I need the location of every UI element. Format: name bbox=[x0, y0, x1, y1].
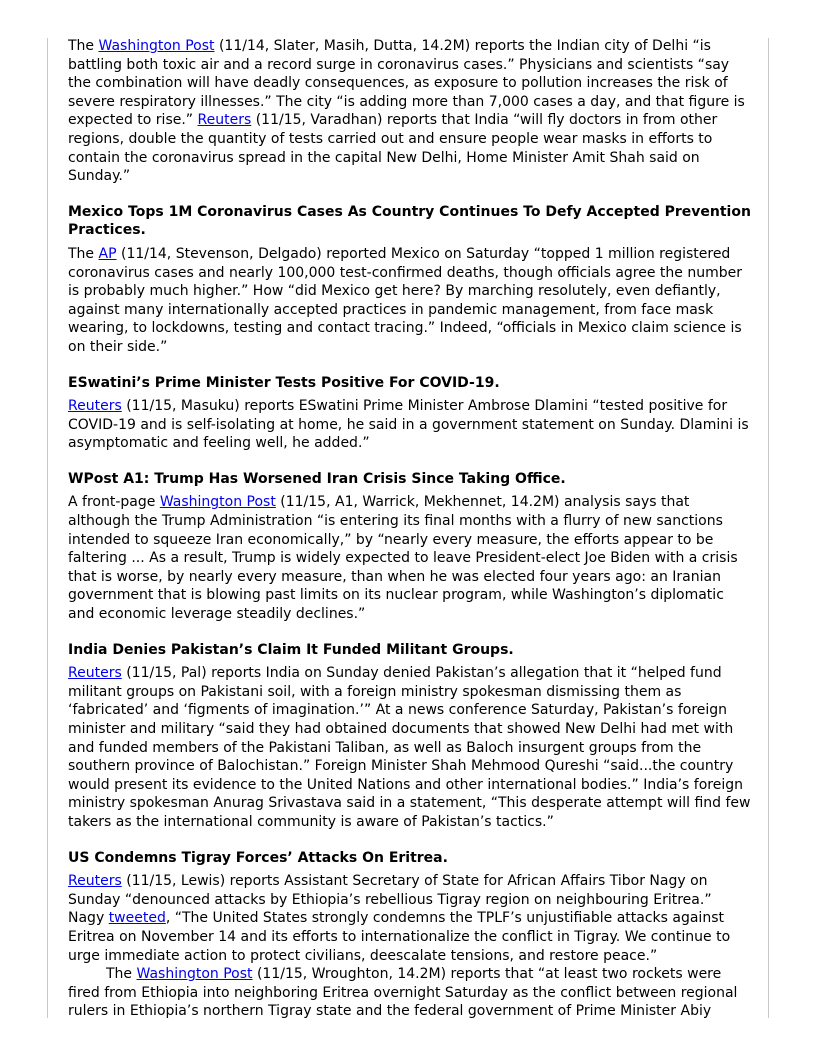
news-briefing-body bbox=[68, 37, 752, 1021]
article-headline: ESwatini’s Prime Minister Tests Positive For COVID-19. bbox=[68, 374, 500, 391]
body-text: (11/15, Pal) reports India on Sunday denied Pakistan’s allegation that it “helped fund militant groups on Pakistani soil, with a foreign ministry spokesman dismissing them as ‘fabricated’ and ‘figments of imagination.’” At a news conference Saturday, Pakistan’s foreign minister and military “said they had obtained documents that showed New Delhi had met with and funded members of the Pakistani Taliban, as well as Baloch insurgent groups from the southern province of Balochistan.” Foreign Minister Shah Mehmood Qureshi “said...the country would present its evidence to the United Nations and other international bodies.” India’s foreign ministry spokesman Anurag Srivastava said in a statement, “This desperate attempt will find few takers as the international community is aware of Pakistan’s tactics.” bbox=[68, 665, 751, 830]
body-text: (11/14, Slater, Masih, Dutta, 14.2M) reports the Indian city of Delhi “is battling both toxic air and a record surge in coronavirus cases.” Physicians and scientists “say the combination will have deadly consequences, as exposure to pollution increases the risk of severe respiratory illnesses.” The city “is adding more than 7,000 cases a day, and that figure is expected to rise.” bbox=[68, 38, 745, 129]
source-link[interactable]: Reuters bbox=[68, 398, 122, 415]
article-paragraph bbox=[68, 872, 752, 965]
body-text: (11/14, Stevenson, Delgado) reported Mexico on Saturday “topped 1 million registered coronavirus cases and nearly 100,000 test-confirmed deaths, though officials agree the number is probably much higher.” How “did Mexico get here? By marching resolutely, even defiantly, against many internationally accepted practices in pandemic management, from face mask wearing, to lockdowns, testing and contact tracing.” Indeed, “officials in Mexico claim science is on their side.” bbox=[68, 245, 742, 355]
article-headline: India Denies Pakistan’s Claim It Funded Militant Groups. bbox=[68, 641, 514, 658]
body-text: (11/15, Masuku) reports ESwatini Prime Minister Ambrose Dlamini “tested positive for COVID-19 and is self-isolating at home, he said in a government statement on Sunday. Dlamini is asymptomatic and feeling well, he added.” bbox=[68, 398, 749, 452]
source-link[interactable]: Reuters bbox=[68, 873, 122, 890]
article-paragraph bbox=[68, 493, 752, 623]
article-headline: Mexico Tops 1M Coronavirus Cases As Country Continues To Defy Accepted Prevention Practices. bbox=[68, 203, 751, 239]
article bbox=[68, 641, 752, 832]
article-paragraph bbox=[68, 965, 752, 1021]
source-link[interactable]: Reuters bbox=[197, 112, 252, 129]
body-text: (11/15, A1, Warrick, Mekhennet, 14.2M) analysis says that although the Trump Administration “is entering its final months with a flurry of new sanctions intended to squeeze Iran economically,” by “nearly every measure, the efforts appear to be faltering ... As a result, Trump is widely expected to leave President-elect Joe Biden with a crisis that is worse, by nearly every measure, than when he was elected four years ago: an Iranian government that is blowing past limits on its nuclear program, while Washington’s diplomatic and economic leverage steadily declines.” bbox=[68, 494, 738, 623]
source-link[interactable]: Washington Post bbox=[159, 494, 276, 511]
page-margin-line-left bbox=[47, 38, 48, 1018]
page-margin-line-right bbox=[768, 38, 769, 1018]
article bbox=[68, 203, 752, 357]
body-text: (11/15, Lewis) reports Assistant Secretary of State for African Affairs Tibor Nagy on Sunday “denounced attacks by Ethiopia’s rebellious Tigray region on neighbouring Eritrea.” Nagy bbox=[68, 873, 712, 927]
body-text: A front-page bbox=[68, 494, 160, 511]
article-paragraph bbox=[68, 664, 752, 831]
article-headline: US Condemns Tigray Forces’ Attacks On Eritrea. bbox=[68, 849, 448, 866]
body-text: The bbox=[68, 38, 99, 54]
article-paragraph bbox=[68, 245, 752, 357]
body-text: The bbox=[106, 966, 137, 983]
body-text: , “The United States strongly condemns the TPLF’s unjustifiable attacks against Eritrea on November 14 and its efforts to internationalize the conflict in Tigray. We continue to urge immediate action to protect civilians, deescalate tensions, and restore peace.” bbox=[68, 910, 731, 964]
body-text: (11/15, Varadhan) reports that India “will fly doctors in from other regions, double the quantity of tests carried out and ensure people wear masks in efforts to contain the coronavirus spread in the capital New Delhi, Home Minister Amit Shah said on Sunday.” bbox=[68, 112, 718, 185]
source-link[interactable]: AP bbox=[98, 245, 117, 262]
article-paragraph bbox=[68, 37, 752, 186]
article-headline: WPost A1: Trump Has Worsened Iran Crisis Since Taking Office. bbox=[68, 470, 566, 487]
source-link[interactable]: Washington Post bbox=[98, 38, 215, 54]
article bbox=[68, 374, 752, 453]
source-link[interactable]: Reuters bbox=[68, 665, 122, 682]
body-text: (11/15, Wroughton, 14.2M) reports that “at least two rockets were fired from Ethiopia into neighboring Eritrea overnight Saturday as the conflict between regional rulers in Ethiopia’s northern Tigray state and the federal government of Prime Minister Abiy bbox=[68, 966, 738, 1020]
source-link[interactable]: tweeted bbox=[108, 910, 166, 927]
source-link[interactable]: Washington Post bbox=[136, 966, 253, 983]
article bbox=[68, 849, 752, 1021]
article-paragraph bbox=[68, 397, 752, 453]
article bbox=[68, 37, 752, 186]
body-text: The bbox=[68, 245, 99, 262]
article bbox=[68, 470, 752, 624]
